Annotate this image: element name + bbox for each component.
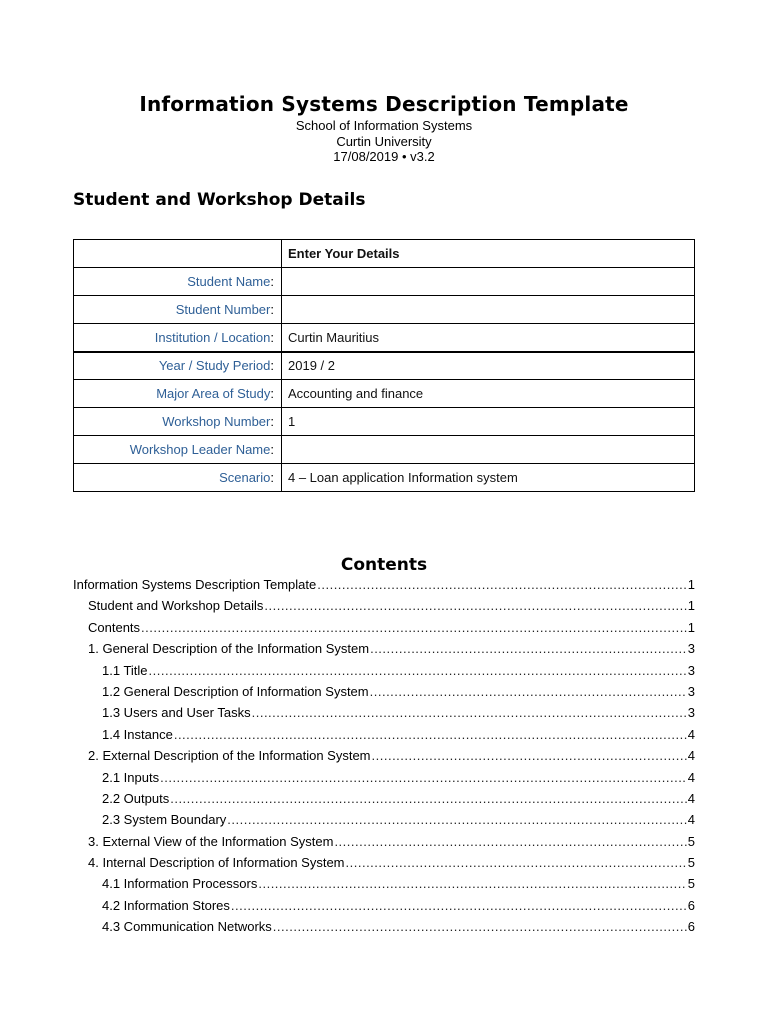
document-title: Information Systems Description Template: [139, 92, 629, 116]
details-value-field[interactable]: 1: [282, 408, 695, 436]
toc-entry-title: 2.1 Inputs: [102, 769, 160, 785]
details-label: Institution / Location: [154, 329, 271, 345]
details-label: Student Number: [175, 302, 271, 317]
toc-entry-title: Information Systems Description Template: [73, 577, 317, 592]
toc-page-number: 5: [687, 855, 695, 871]
details-label: Workshop Number: [162, 414, 271, 429]
details-row-major: Major Area of Study: Accounting and finance: [74, 380, 695, 408]
details-value-field[interactable]: 2019 / 2: [282, 352, 695, 380]
toc-entry-title: 4.3 Communication Networks: [102, 919, 272, 935]
toc-entry[interactable]: [73, 745, 695, 766]
details-table: [73, 239, 695, 492]
toc-entry[interactable]: [73, 788, 695, 809]
details-header-blank: [74, 240, 282, 268]
toc-leader: [231, 895, 687, 916]
toc-entry-title: 3. External View of the Information System: [88, 833, 334, 849]
toc-page-number: 3: [687, 662, 695, 678]
toc-page-number: 5: [687, 833, 695, 849]
toc-page-number: 1: [687, 619, 695, 635]
toc-entry-title: Contents: [88, 619, 141, 635]
toc-entry-title: 4. Internal Description of Information System: [88, 855, 345, 871]
toc-leader: [370, 681, 687, 702]
details-label: Workshop Leader Name: [129, 442, 271, 457]
details-row-workshop-leader: Workshop Leader Name:: [74, 436, 695, 464]
toc-entry[interactable]: [73, 831, 695, 852]
toc-entry[interactable]: [73, 724, 695, 745]
details-row-year-period: Year / Study Period: 2019 / 2: [74, 352, 695, 380]
toc-entry[interactable]: [73, 916, 695, 937]
toc-leader: [372, 745, 687, 766]
details-label: Student Name: [187, 274, 271, 289]
details-label: Major Area of Study: [156, 386, 271, 401]
toc-entry-title: 2.3 System Boundary: [102, 812, 227, 828]
details-label: Scenario: [219, 470, 271, 485]
toc-page-number: 3: [687, 641, 695, 657]
toc-leader: [317, 574, 687, 595]
toc-page-number: 4: [687, 769, 695, 785]
toc-leader: [334, 831, 686, 852]
toc-entry-title: 2. External Description of the Information System: [88, 748, 371, 764]
details-row-student-number: Student Number:: [74, 296, 695, 324]
toc-page-number: 3: [687, 705, 695, 721]
university-name: Curtin University: [336, 134, 432, 149]
details-label: Year / Study Period: [158, 358, 271, 374]
toc-page-number: 1: [687, 577, 695, 592]
toc-page-number: 4: [687, 726, 695, 742]
toc-leader: [160, 767, 687, 788]
toc-leader: [273, 916, 687, 937]
toc-entry[interactable]: [73, 809, 695, 830]
toc-page-number: 6: [687, 897, 695, 913]
toc-leader: [149, 660, 687, 681]
toc-page-number: 4: [687, 790, 695, 806]
toc-leader: [264, 595, 686, 616]
details-value-field[interactable]: 4 – Loan application Information system: [282, 464, 695, 492]
toc-entry[interactable]: [73, 702, 695, 723]
toc-leader: [227, 809, 686, 830]
toc-entry-title: 1.2 General Description of Information System: [102, 683, 369, 699]
toc-page-number: 3: [687, 683, 695, 699]
toc-entry[interactable]: [73, 660, 695, 681]
toc-entry-title: 1.3 Users and User Tasks: [102, 705, 251, 721]
toc-entry-title: 4.1 Information Processors: [102, 876, 258, 892]
toc-leader: [252, 702, 687, 723]
toc-entry-title: 2.2 Outputs: [102, 790, 170, 806]
toc-leader: [174, 724, 687, 745]
toc-entry-title: 1. General Description of the Information System: [88, 641, 370, 657]
details-value-field[interactable]: [282, 268, 695, 296]
toc-entry[interactable]: [73, 638, 695, 659]
details-row-scenario: Scenario: 4 – Loan application Information system: [74, 464, 695, 492]
toc-leader: [346, 852, 687, 873]
toc-entry-title: 4.2 Information Stores: [102, 897, 230, 913]
toc-page-number: 4: [687, 812, 695, 828]
toc-entry[interactable]: [73, 873, 695, 894]
toc-entry[interactable]: [73, 895, 695, 916]
details-value-field[interactable]: [282, 296, 695, 324]
toc-page-number: 4: [687, 748, 695, 764]
toc-entry[interactable]: [73, 681, 695, 702]
toc-entry[interactable]: [73, 852, 695, 873]
toc-entry[interactable]: [73, 574, 695, 595]
toc-leader: [370, 638, 687, 659]
table-of-contents: [73, 574, 695, 938]
details-value-field[interactable]: Curtin Mauritius: [282, 324, 695, 352]
date-version: 17/08/2019 • v3.2: [333, 149, 435, 164]
details-value-field[interactable]: [282, 436, 695, 464]
details-header-row: [74, 240, 695, 268]
toc-page-number: 6: [687, 919, 695, 935]
toc-entry-title: 1.4 Instance: [102, 726, 173, 742]
details-value-field[interactable]: Accounting and finance: [282, 380, 695, 408]
toc-leader: [258, 873, 686, 894]
details-row-student-name: Student Name:: [74, 268, 695, 296]
toc-leader: [170, 788, 687, 809]
details-row-institution: Institution / Location: Curtin Mauritius: [74, 324, 695, 352]
toc-entry[interactable]: [73, 595, 695, 616]
toc-page-number: 5: [687, 876, 695, 892]
toc-entry[interactable]: [73, 767, 695, 788]
toc-leader: [141, 617, 687, 638]
details-row-workshop-number: Workshop Number: 1: [74, 408, 695, 436]
contents-heading: Contents: [340, 555, 428, 575]
toc-entry[interactable]: [73, 617, 695, 638]
toc-entry-title: Student and Workshop Details: [88, 598, 264, 614]
toc-page-number: 1: [687, 598, 695, 614]
details-heading: Student and Workshop Details: [73, 190, 366, 210]
toc-entry-title: 1.1 Title: [102, 662, 148, 678]
school-name: School of Information Systems: [295, 118, 473, 133]
details-column-header: Enter Your Details: [282, 240, 695, 268]
